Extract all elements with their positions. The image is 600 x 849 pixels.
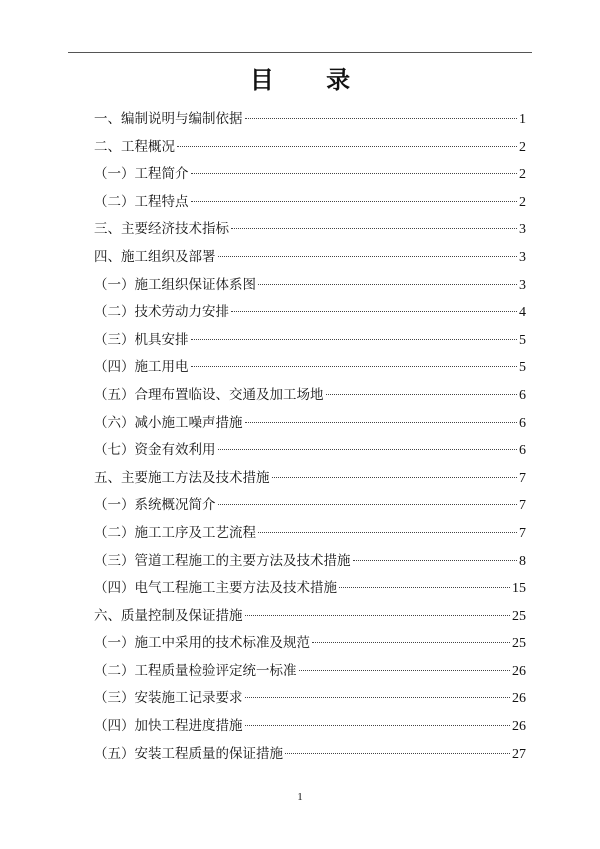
- toc-dot-leader: [191, 366, 518, 367]
- toc-entry-label: 五、主要施工方法及技术措施: [94, 469, 270, 486]
- toc-entry[interactable]: [94, 354, 526, 382]
- toc-dot-leader: [258, 284, 517, 285]
- toc-entry[interactable]: [94, 548, 526, 576]
- toc-entry-label: （三）机具安排: [94, 331, 189, 348]
- toc-entry-label: （四）施工用电: [94, 359, 189, 376]
- toc-entry[interactable]: [94, 465, 526, 493]
- toc-entry-label: （二）工程质量检验评定统一标准: [94, 662, 297, 679]
- toc-entry-label: （三）管道工程施工的主要方法及技术措施: [94, 552, 351, 569]
- page-title: 目 录: [249, 65, 373, 94]
- toc-entry[interactable]: [94, 437, 526, 465]
- toc-entry-page-number: 8: [519, 553, 526, 569]
- toc-entry[interactable]: [94, 741, 526, 769]
- toc-entry-label: （一）施工组织保证体系图: [94, 276, 256, 293]
- toc-dot-leader: [218, 504, 518, 505]
- toc-dot-leader: [245, 118, 518, 119]
- toc-dot-leader: [258, 532, 517, 533]
- toc-dot-leader: [245, 422, 518, 423]
- toc-entry[interactable]: [94, 189, 526, 217]
- toc-entry-label: （四）加快工程进度措施: [94, 718, 243, 735]
- footer-page-number: 1: [297, 791, 303, 803]
- toc-entry[interactable]: [94, 272, 526, 300]
- toc-entry-page-number: 5: [519, 360, 526, 376]
- toc-dot-leader: [312, 642, 510, 643]
- toc-dot-leader: [177, 146, 517, 147]
- toc-entry-label: （七）资金有效利用: [94, 442, 216, 459]
- toc-entry-page-number: 25: [512, 636, 526, 652]
- toc-entry-page-number: 25: [512, 608, 526, 624]
- toc-entry[interactable]: [94, 492, 526, 520]
- toc-entry[interactable]: [94, 630, 526, 658]
- toc-entry-label: 四、施工组织及部署: [94, 248, 216, 265]
- toc-dot-leader: [191, 339, 518, 340]
- toc-dot-leader: [285, 753, 510, 754]
- toc-entry-label: （六）减小施工噪声措施: [94, 414, 243, 431]
- toc-entry-label: 三、主要经济技术指标: [94, 221, 229, 238]
- toc-entry[interactable]: [94, 520, 526, 548]
- toc-entry-page-number: 2: [519, 194, 526, 210]
- toc-entry-label: （二）技术劳动力安排: [94, 304, 229, 321]
- toc-dot-leader: [218, 449, 518, 450]
- toc-entry[interactable]: [94, 327, 526, 355]
- toc-entry-page-number: 3: [519, 249, 526, 265]
- toc-dot-leader: [245, 725, 511, 726]
- toc-dot-leader: [326, 394, 518, 395]
- toc-entry-label: （三）安装施工记录要求: [94, 690, 243, 707]
- toc-entry-page-number: 26: [512, 663, 526, 679]
- toc-entry-page-number: 6: [519, 415, 526, 431]
- toc-entry[interactable]: [94, 134, 526, 162]
- toc-entry[interactable]: [94, 685, 526, 713]
- toc-entry-page-number: 3: [519, 277, 526, 293]
- toc-entry[interactable]: [94, 713, 526, 741]
- toc-entry[interactable]: [94, 216, 526, 244]
- toc-dot-leader: [191, 201, 518, 202]
- toc-entry-page-number: 4: [519, 305, 526, 321]
- toc-entry-page-number: 1: [519, 112, 526, 127]
- toc-entry-label: （一）系统概况简介: [94, 497, 216, 514]
- toc-entry[interactable]: [94, 603, 526, 631]
- toc-entry[interactable]: [94, 244, 526, 272]
- toc-entry-page-number: 7: [519, 498, 526, 514]
- toc-entry-label: （四）电气工程施工主要方法及技术措施: [94, 580, 337, 597]
- toc-entry-label: （五）合理布置临设、交通及加工场地: [94, 386, 324, 403]
- toc-entry[interactable]: [94, 575, 526, 603]
- toc-entry-page-number: 15: [512, 581, 526, 597]
- toc-dot-leader: [272, 477, 518, 478]
- toc-entry[interactable]: [94, 106, 526, 134]
- toc-entry-label: （二）工程特点: [94, 193, 189, 210]
- toc-entry-page-number: 2: [519, 139, 526, 155]
- toc-dot-leader: [245, 697, 511, 698]
- toc-dot-leader: [231, 311, 517, 312]
- toc-entry[interactable]: [94, 658, 526, 686]
- toc-entry-page-number: 6: [519, 387, 526, 403]
- toc-entry-label: 二、工程概况: [94, 138, 175, 155]
- header-rule: [68, 52, 532, 53]
- toc-entry[interactable]: [94, 382, 526, 410]
- toc-entry-label: （一）施工中采用的技术标准及规范: [94, 635, 310, 652]
- toc-dot-leader: [218, 256, 518, 257]
- toc-entry-page-number: 2: [519, 167, 526, 183]
- toc-entry-label: （一）工程简介: [94, 166, 189, 183]
- toc-entry-label: （二）施工工序及工艺流程: [94, 524, 256, 541]
- toc-dot-leader: [353, 560, 518, 561]
- toc-entry-page-number: 5: [519, 332, 526, 348]
- toc-entry[interactable]: [94, 410, 526, 438]
- table-of-contents: [94, 106, 526, 768]
- toc-entry-label: 一、编制说明与编制依据: [94, 111, 243, 127]
- toc-entry-page-number: 7: [519, 525, 526, 541]
- toc-dot-leader: [299, 670, 511, 671]
- toc-entry-page-number: 27: [512, 746, 526, 762]
- toc-entry-page-number: 6: [519, 443, 526, 459]
- toc-entry[interactable]: [94, 299, 526, 327]
- toc-dot-leader: [191, 173, 518, 174]
- toc-entry-label: 六、质量控制及保证措施: [94, 607, 243, 624]
- toc-entry[interactable]: [94, 161, 526, 189]
- toc-dot-leader: [339, 587, 510, 588]
- toc-entry-page-number: 7: [519, 470, 526, 486]
- toc-entry-page-number: 26: [512, 691, 526, 707]
- toc-dot-leader: [231, 228, 517, 229]
- toc-entry-page-number: 26: [512, 719, 526, 735]
- toc-entry-page-number: 3: [519, 222, 526, 238]
- toc-dot-leader: [245, 615, 511, 616]
- toc-entry-label: （五）安装工程质量的保证措施: [94, 745, 283, 762]
